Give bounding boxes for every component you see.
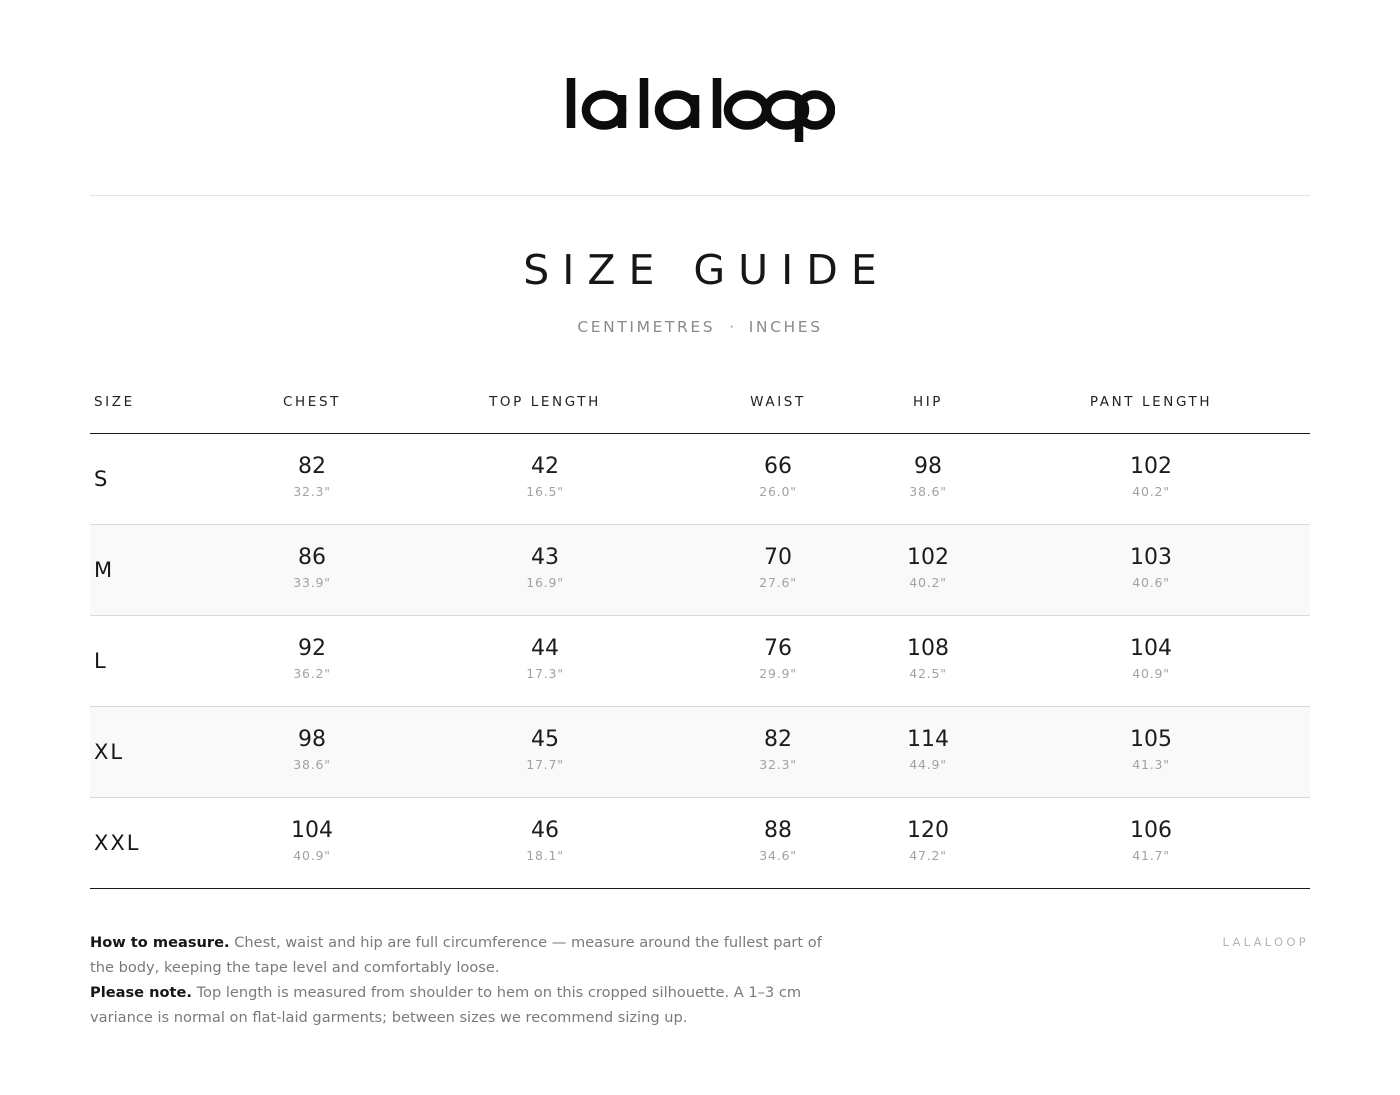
top-length-cell xyxy=(475,727,615,773)
inch-value: 40.9" xyxy=(293,848,331,863)
waist-cell xyxy=(708,818,848,864)
inch-value: 41.7" xyxy=(1132,848,1170,863)
inch-value: 38.6" xyxy=(909,484,947,499)
top-length-cell xyxy=(475,818,615,864)
cm-value: 98 xyxy=(298,727,326,752)
table-row xyxy=(90,434,1310,525)
cm-value: 114 xyxy=(907,727,949,752)
inch-value: 17.7" xyxy=(526,757,564,772)
how-to-measure-note xyxy=(90,930,835,980)
waist-cell xyxy=(708,727,848,773)
header-size: SIZE xyxy=(94,394,135,410)
cm-value: 88 xyxy=(764,818,792,843)
cm-value: 45 xyxy=(531,727,559,752)
inch-value: 44.9" xyxy=(909,757,947,772)
cm-value: 102 xyxy=(907,545,949,570)
waist-cell xyxy=(708,454,848,500)
table-row xyxy=(90,707,1310,798)
inch-value: 26.0" xyxy=(759,484,797,499)
hip-cell xyxy=(858,818,998,864)
chest-cell xyxy=(242,727,382,773)
inch-value: 40.9" xyxy=(1132,666,1170,681)
cm-value: 86 xyxy=(298,545,326,570)
inch-value: 36.2" xyxy=(293,666,331,681)
chest-cell xyxy=(242,454,382,500)
top-length-cell xyxy=(475,454,615,500)
header-pant-length: PANT LENGTH xyxy=(1089,394,1213,410)
cm-value: 76 xyxy=(764,636,792,661)
pant-length-cell xyxy=(1081,454,1221,500)
cm-value: 104 xyxy=(291,818,333,843)
unit-primary: CENTIMETRES xyxy=(577,318,716,336)
header-waist: WAIST xyxy=(750,394,806,410)
inch-value: 41.3" xyxy=(1132,757,1170,772)
pant-length-cell xyxy=(1081,636,1221,682)
inch-value: 40.6" xyxy=(1132,575,1170,590)
cm-value: 106 xyxy=(1130,818,1172,843)
inch-value: 16.5" xyxy=(526,484,564,499)
inch-value: 29.9" xyxy=(759,666,797,681)
hip-cell xyxy=(858,636,998,682)
pant-length-cell xyxy=(1081,727,1221,773)
lalaloop-logo xyxy=(565,60,835,144)
cm-value: 42 xyxy=(531,454,559,479)
cm-value: 70 xyxy=(764,545,792,570)
hip-cell xyxy=(858,454,998,500)
header-divider xyxy=(90,195,1310,196)
measurement-notes xyxy=(90,930,835,1030)
inch-value: 32.3" xyxy=(759,757,797,772)
how-to-measure-label: How to measure. xyxy=(90,934,230,951)
top-length-cell xyxy=(475,636,615,682)
chest-cell xyxy=(242,636,382,682)
inch-value: 17.3" xyxy=(526,666,564,681)
inch-value: 40.2" xyxy=(909,575,947,590)
size-label: L xyxy=(94,649,108,673)
hip-cell xyxy=(858,727,998,773)
cm-value: 82 xyxy=(298,454,326,479)
table-row xyxy=(90,525,1310,616)
inch-value: 40.2" xyxy=(1132,484,1170,499)
table-header xyxy=(90,380,1310,434)
cm-value: 102 xyxy=(1130,454,1172,479)
table-row xyxy=(90,798,1310,889)
hip-cell xyxy=(858,545,998,591)
inch-value: 32.3" xyxy=(293,484,331,499)
units-legend xyxy=(0,316,1400,338)
page-title: SIZE GUIDE xyxy=(523,246,890,294)
size-table xyxy=(90,380,1310,889)
how-to-measure-text: Chest, waist and hip are full circumference — measure around the fullest part of the body, keeping the tape level and comfortably loose. xyxy=(90,934,822,976)
top-length-cell xyxy=(475,545,615,591)
header-hip: HIP xyxy=(912,394,944,410)
inch-value: 27.6" xyxy=(759,575,797,590)
cm-value: 92 xyxy=(298,636,326,661)
please-note-text: Top length is measured from shoulder to hem on this cropped silhouette. A 1–3 cm variance is normal on flat-laid garments; between sizes we recommend sizing up. xyxy=(90,984,802,1026)
pant-length-cell xyxy=(1081,818,1221,864)
cm-value: 120 xyxy=(907,818,949,843)
please-note xyxy=(90,980,835,1030)
inch-value: 33.9" xyxy=(293,575,331,590)
cm-value: 104 xyxy=(1130,636,1172,661)
header-chest: CHEST xyxy=(283,394,341,410)
unit-secondary: INCHES xyxy=(748,318,823,336)
cm-value: 105 xyxy=(1130,727,1172,752)
inch-value: 34.6" xyxy=(759,848,797,863)
chest-cell xyxy=(242,545,382,591)
waist-cell xyxy=(708,545,848,591)
header-top-length: TOP LENGTH xyxy=(489,394,601,410)
size-label: S xyxy=(94,467,110,491)
cm-value: 46 xyxy=(531,818,559,843)
size-label: XXL xyxy=(94,831,141,855)
unit-separator: · xyxy=(729,318,737,336)
cm-value: 43 xyxy=(531,545,559,570)
footer-brand: LALALOOP xyxy=(1222,935,1309,949)
waist-cell xyxy=(708,636,848,682)
size-label: XL xyxy=(94,740,125,764)
brand-logo xyxy=(0,60,1400,160)
please-note-label: Please note. xyxy=(90,984,192,1001)
cm-value: 98 xyxy=(914,454,942,479)
chest-cell xyxy=(242,818,382,864)
cm-value: 44 xyxy=(531,636,559,661)
cm-value: 82 xyxy=(764,727,792,752)
cm-value: 66 xyxy=(764,454,792,479)
inch-value: 42.5" xyxy=(909,666,947,681)
size-label: M xyxy=(94,558,115,582)
inch-value: 38.6" xyxy=(293,757,331,772)
pant-length-cell xyxy=(1081,545,1221,591)
inch-value: 18.1" xyxy=(526,848,564,863)
inch-value: 47.2" xyxy=(909,848,947,863)
cm-value: 108 xyxy=(907,636,949,661)
inch-value: 16.9" xyxy=(526,575,564,590)
table-row xyxy=(90,616,1310,707)
cm-value: 103 xyxy=(1130,545,1172,570)
